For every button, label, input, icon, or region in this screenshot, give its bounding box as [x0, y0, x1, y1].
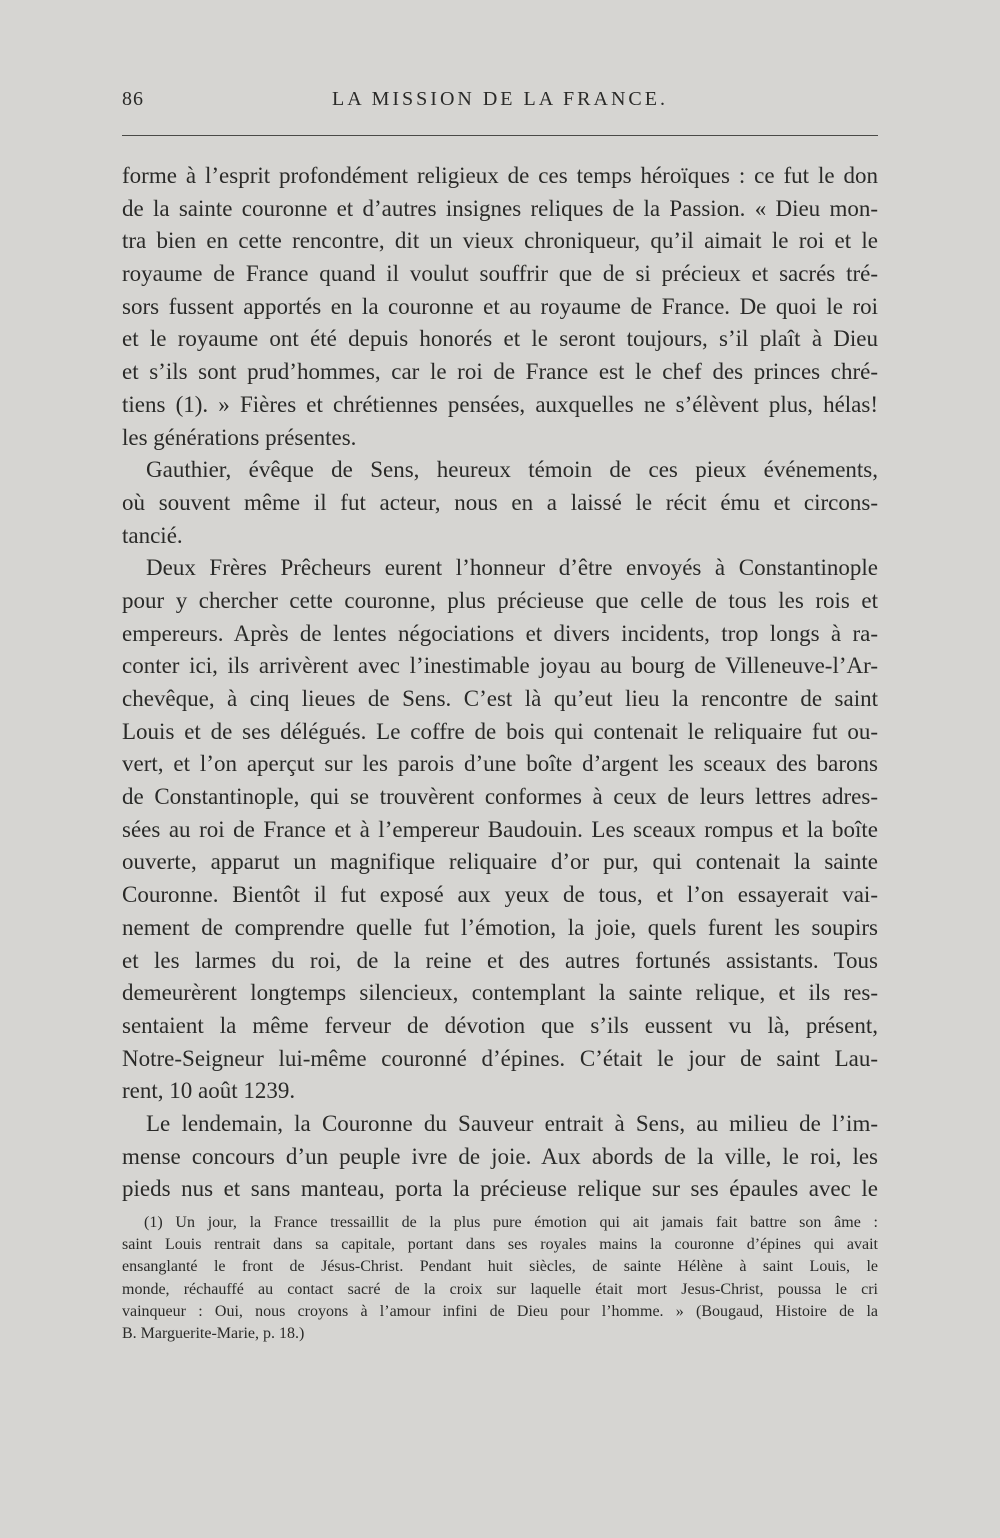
text-line: de la sainte couronne et d’autres insignes reliques de la Passion. « Dieu mon- — [122, 195, 878, 221]
text-line: Couronne. Bientôt il fut exposé aux yeux de tous, et l’on essayerait vai- — [122, 882, 878, 908]
text-line: Louis et de ses délégués. Le coffre de bois qui contenait le reliquaire fut ou- — [122, 718, 878, 744]
text-line: sées au roi de France et à l’empereur Baudouin. Les sceaux rompus et la boîte — [122, 816, 878, 842]
text-line: rent, 10 août 1239. — [122, 1078, 296, 1104]
text-line: tra bien en cette rencontre, dit un vieux chroniqueur, qu’il aimait le roi et le — [122, 228, 878, 254]
text-line: royaume de France quand il voulut souffrir que de si précieux et sacrés tré- — [122, 261, 878, 287]
text-line: Gauthier, évêque de Sens, heureux témoin de ces pieux événements, — [146, 457, 878, 483]
text-line: tiens (1). » Fières et chrétiennes pensées, auxquelles ne s’élèvent plus, hélas! — [122, 391, 878, 417]
text-line: et s’ils sont prud’hommes, car le roi de France est le chef des princes chré- — [122, 359, 878, 385]
footnote-line: vainqueur : Oui, nous croyons à l’amour infini de Dieu pour l’homme. » (Bougaud, Histoire de la — [122, 1302, 878, 1320]
text-line: chevêque, à cinq lieues de Sens. C’est là qu’eut lieu la rencontre de saint — [122, 686, 878, 711]
text-line: sentaient la même ferveur de dévotion que s’ils eussent vu là, présent, — [122, 1012, 878, 1038]
text-line: vert, et l’on aperçut sur les parois d’une boîte d’argent les sceaux des barons — [122, 751, 878, 777]
footnote-line: (1) Un jour, la France tressaillit de la plus pure émotion qui ait jamais fait battre son âme : — [144, 1214, 878, 1231]
body-text — [122, 160, 878, 1206]
text-line: ouverte, apparut un magnifique reliquaire d’or pur, qui contenait la sainte — [122, 849, 878, 875]
footnote-line: B. Marguerite-Marie, p. 18.) — [122, 1324, 305, 1342]
text-line: demeurèrent longtemps silencieux, contemplant la sainte relique, et ils res- — [122, 980, 878, 1006]
text-line: Le lendemain, la Couronne du Sauveur entrait à Sens, au milieu de l’im- — [146, 1110, 878, 1136]
text-line: Notre-Seigneur lui-même couronné d’épines. C’était le jour de saint Lau- — [122, 1045, 878, 1071]
text-line: nement de comprendre quelle fut l’émotion, la joie, quels furent les soupirs — [122, 914, 878, 940]
page-header — [122, 88, 878, 118]
text-line: tancié. — [122, 522, 183, 548]
text-line: mense concours d’un peuple ivre de joie. Aux abords de la ville, le roi, les — [122, 1143, 878, 1169]
header-rule — [122, 135, 878, 136]
footnote-line: saint Louis rentrait dans sa capitale, portant dans ses royales mains la couronne d’épines qui avait — [122, 1236, 878, 1254]
text-line: Deux Frères Prêcheurs eurent l’honneur d’être envoyés à Constantinople — [146, 555, 878, 581]
text-line: conter ici, ils arrivèrent avec l’inestimable joyau au bourg de Villeneuve-l’Ar- — [122, 653, 878, 679]
footnote-line: monde, réchauffé au contact sacré de la croix sur laquelle était mort Jesus-Christ, poussa le cri — [122, 1280, 878, 1298]
text-line: de Constantinople, qui se trouvèrent conformes à ceux de leurs lettres adres- — [122, 784, 878, 810]
text-line: sors fussent apportés en la couronne et au royaume de France. De quoi le roi — [122, 293, 878, 319]
page-number: 86 — [122, 88, 144, 110]
text-line: où souvent même il fut acteur, nous en a laissé le récit ému et circons- — [122, 489, 878, 515]
text-line: pieds nus et sans manteau, porta la précieuse relique sur ses épaules avec le — [122, 1176, 878, 1202]
text-line: les générations présentes. — [122, 424, 357, 450]
text-line: pour y chercher cette couronne, plus précieuse que celle de tous les rois et — [122, 587, 878, 613]
running-title: LA MISSION DE LA FRANCE. — [332, 88, 668, 110]
text-line: et les larmes du roi, de la reine et des autres fortunés assistants. Tous — [122, 947, 878, 973]
text-line: empereurs. Après de lentes négociations et divers incidents, trop longs à ra- — [122, 620, 878, 646]
text-line: et le royaume ont été depuis honorés et le seront toujours, s’il plaît à Dieu — [122, 326, 878, 352]
footnotes — [122, 1212, 878, 1345]
text-line: forme à l’esprit profondément religieux de ces temps héroïques : ce fut le don — [122, 163, 878, 188]
footnote-line: ensanglanté le front de Jésus-Christ. Pendant huit siècles, de sainte Hélène à saint Louis, le — [122, 1258, 878, 1276]
